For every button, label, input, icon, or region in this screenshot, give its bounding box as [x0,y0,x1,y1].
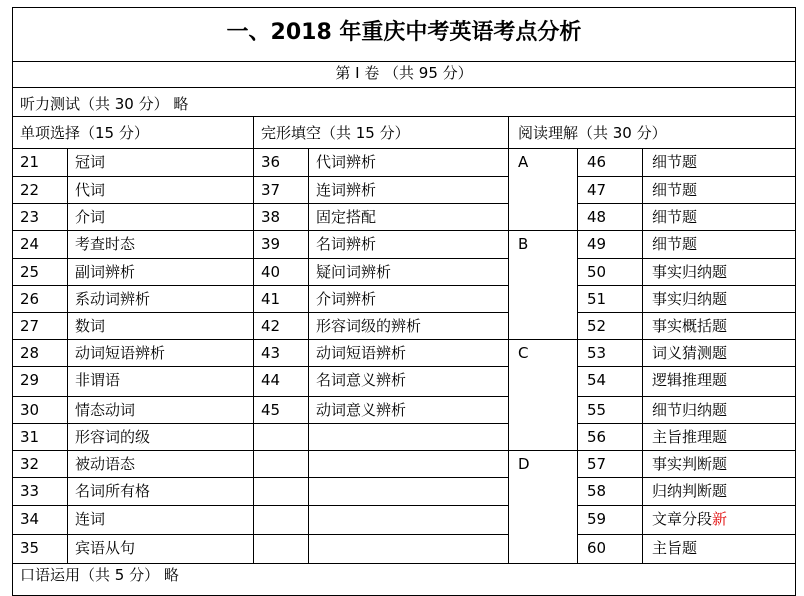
grid-line [577,534,796,535]
knowledge-point-text: 归纳判断题 [652,482,728,500]
question-number: 47 [587,181,607,199]
question-number: 52 [587,317,607,335]
analysis-table [12,0,796,596]
question-number: 29 [20,371,40,389]
grid-line [12,285,509,286]
grid-line [508,339,578,340]
knowledge-point-text: 事实归纳题 [652,263,728,281]
question-number: 43 [261,344,281,362]
grid-line [508,116,509,564]
question-number: 56 [587,428,607,446]
knowledge-point: 介词 [75,208,106,226]
new-marker: 新 [712,510,728,528]
listening-row: 听力测试（共 30 分） 略 [20,95,189,113]
knowledge-point: 动词意义辨析 [316,401,407,419]
spoken-row: 口语运用（共 5 分） 略 [20,566,179,584]
grid-line [67,148,68,564]
grid-line [12,61,796,62]
passage-label: B [518,235,529,253]
grid-line [577,423,796,424]
page-title: 一、2018 年重庆中考英语考点分析 [226,20,582,45]
question-number: 48 [587,208,607,226]
knowledge-point-text: 主旨推理题 [652,428,728,446]
knowledge-point: 冠词 [75,153,106,171]
question-number: 45 [261,401,281,419]
question-number: 30 [20,401,40,419]
knowledge-point-text: 细节题 [652,181,698,199]
question-number: 40 [261,263,281,281]
grid-line [577,339,796,340]
question-number: 21 [20,153,40,171]
passage-label: A [518,153,529,171]
knowledge-point-text: 细节归纳题 [652,401,728,419]
grid-line [12,148,796,149]
knowledge-point: 代词 [75,181,106,199]
knowledge-point: 名词意义辨析 [316,371,407,389]
knowledge-point-text: 细节题 [652,208,698,226]
question-number: 22 [20,181,40,199]
knowledge-point [652,263,727,281]
grid-line [12,7,13,596]
question-number: 31 [20,428,40,446]
reading-header: 阅读理解（共 30 分） [518,124,667,142]
question-number: 57 [587,455,607,473]
knowledge-point: 介词辨析 [316,290,377,308]
knowledge-point-text: 文章分段 [652,510,713,528]
grid-line [12,258,509,259]
grid-line [12,477,509,478]
grid-line [12,312,509,313]
knowledge-point: 固定搭配 [316,208,377,226]
question-number: 58 [587,482,607,500]
knowledge-point [652,290,727,308]
knowledge-point: 名词所有格 [75,482,151,500]
question-number: 23 [20,208,40,226]
grid-line [308,148,309,564]
knowledge-point [652,153,697,171]
knowledge-point [652,235,697,253]
knowledge-point [652,428,727,446]
question-number: 50 [587,263,607,281]
grid-line [577,450,796,451]
single-choice-header: 单项选择（15 分） [20,124,149,142]
knowledge-point: 数词 [75,317,106,335]
paper-subtitle: 第 I 卷 （共 95 分） [335,64,473,82]
question-number: 46 [587,153,607,171]
grid-line [12,7,796,8]
grid-line [577,505,796,506]
knowledge-point: 宾语从句 [75,539,136,557]
knowledge-point: 被动语态 [75,455,136,473]
knowledge-point-text: 事实概括题 [652,317,728,335]
grid-line [12,423,509,424]
grid-line [577,258,796,259]
grid-line [577,285,796,286]
grid-line [795,7,796,596]
grid-line [642,148,643,564]
question-number: 53 [587,344,607,362]
knowledge-point [652,371,727,389]
knowledge-point: 代词辨析 [316,153,377,171]
knowledge-point: 疑问词辨析 [316,263,392,281]
grid-line [12,230,509,231]
question-number: 38 [261,208,281,226]
question-number: 37 [261,181,281,199]
grid-line [508,450,578,451]
question-number: 34 [20,510,40,528]
grid-line [12,534,509,535]
question-number: 24 [20,235,40,253]
question-number: 41 [261,290,281,308]
question-number: 39 [261,235,281,253]
knowledge-point [652,181,697,199]
knowledge-point: 形容词级的辨析 [316,317,422,335]
knowledge-point [652,344,727,362]
passage-label: D [518,455,530,473]
knowledge-point: 非谓语 [75,371,121,389]
knowledge-point-text: 主旨题 [652,539,698,557]
passage-label: C [518,344,529,362]
grid-line [577,312,796,313]
knowledge-point-text: 事实归纳题 [652,290,728,308]
grid-line [12,176,509,177]
knowledge-point: 副词辨析 [75,263,136,281]
grid-line [12,203,509,204]
question-number: 28 [20,344,40,362]
knowledge-point: 形容词的级 [75,428,151,446]
knowledge-point [652,539,697,557]
knowledge-point: 连词辨析 [316,181,377,199]
question-number: 27 [20,317,40,335]
question-number: 60 [587,539,607,557]
question-number: 59 [587,510,607,528]
grid-line [12,116,796,117]
knowledge-point: 动词短语辨析 [75,344,166,362]
question-number: 32 [20,455,40,473]
grid-line [12,450,509,451]
question-number: 44 [261,371,281,389]
grid-line [577,203,796,204]
question-number: 35 [20,539,40,557]
grid-line [12,563,796,564]
grid-line [577,230,796,231]
question-number: 54 [587,371,607,389]
knowledge-point: 动词短语辨析 [316,344,407,362]
grid-line [12,339,509,340]
grid-line [12,366,509,367]
knowledge-point [652,455,727,473]
grid-line [577,176,796,177]
knowledge-point-text: 细节题 [652,235,698,253]
grid-line [12,396,509,397]
question-number: 51 [587,290,607,308]
cloze-header: 完形填空（共 15 分） [261,124,410,142]
question-number: 26 [20,290,40,308]
question-number: 55 [587,401,607,419]
knowledge-point [652,317,727,335]
knowledge-point: 考查时态 [75,235,136,253]
knowledge-point [652,482,727,500]
grid-line [12,505,509,506]
grid-line [508,230,578,231]
knowledge-point-text: 词义猜测题 [652,344,728,362]
grid-line [577,396,796,397]
knowledge-point: 情态动词 [75,401,136,419]
knowledge-point-text: 细节题 [652,153,698,171]
question-number: 42 [261,317,281,335]
knowledge-point: 名词辨析 [316,235,377,253]
grid-line [12,87,796,88]
knowledge-point: 系动词辨析 [75,290,151,308]
knowledge-point-text: 事实判断题 [652,455,728,473]
knowledge-point: 连词 [75,510,106,528]
grid-line [577,366,796,367]
question-number: 33 [20,482,40,500]
grid-line [577,477,796,478]
knowledge-point-text: 逻辑推理题 [652,371,728,389]
knowledge-point [652,510,727,528]
question-number: 36 [261,153,281,171]
grid-line [577,148,578,564]
knowledge-point [652,401,727,419]
question-number: 49 [587,235,607,253]
knowledge-point [652,208,697,226]
question-number: 25 [20,263,40,281]
grid-line [253,116,254,564]
